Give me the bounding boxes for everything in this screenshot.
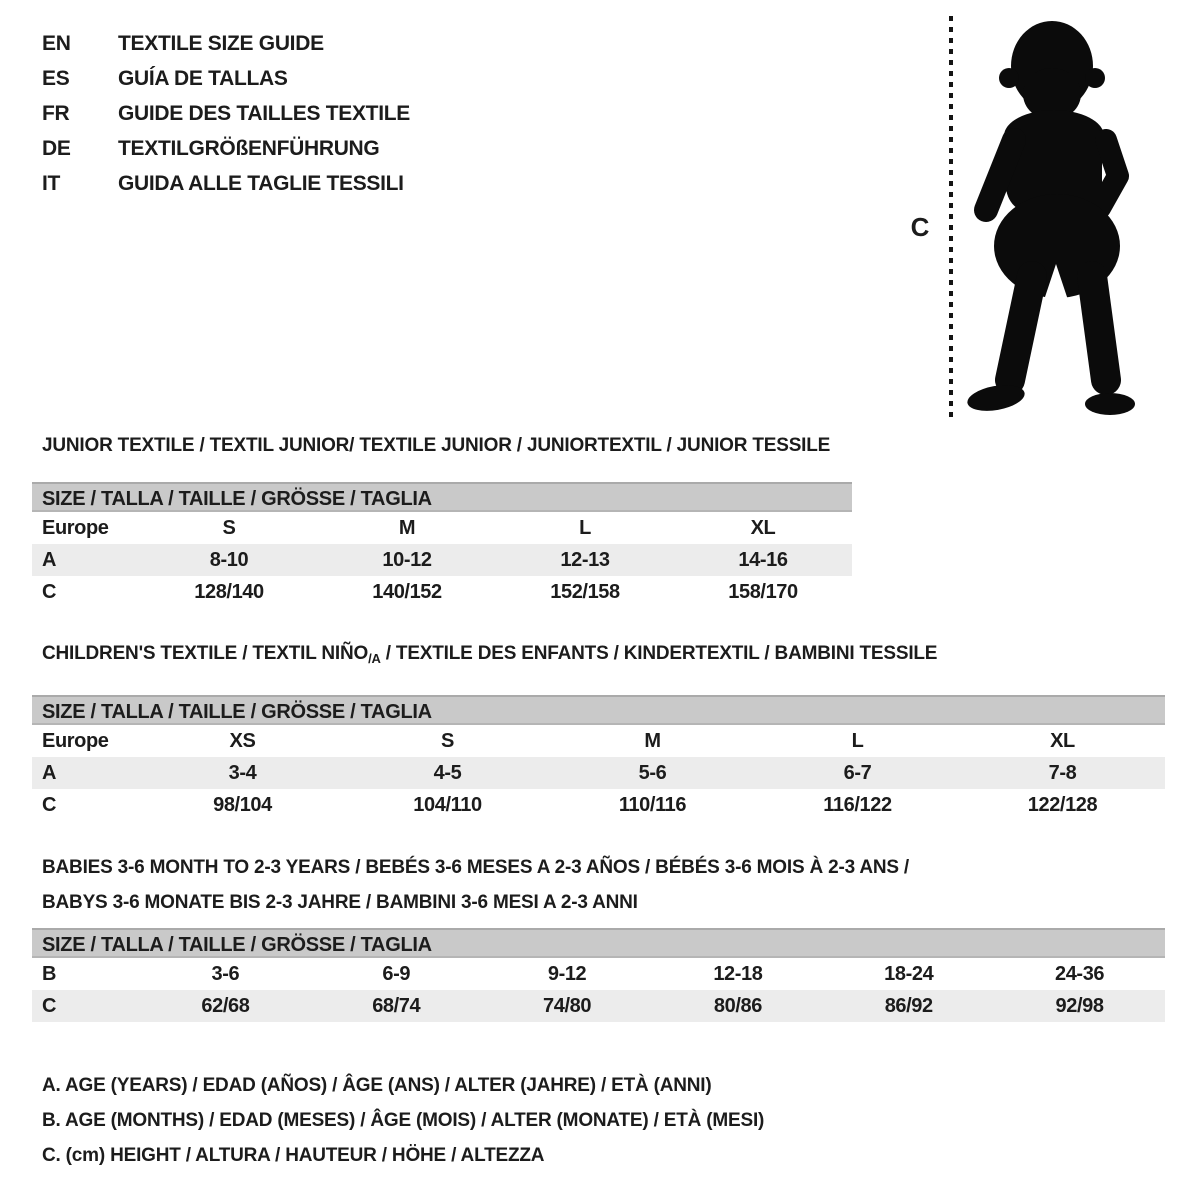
height-cell: 110/116 — [618, 793, 687, 816]
table-row — [32, 544, 852, 576]
row-label: A — [42, 761, 57, 784]
babies-size-table — [32, 928, 1165, 1022]
table-row — [32, 512, 852, 544]
guide-title: GUIDA ALLE TAGLIE TESSILI — [118, 171, 404, 195]
children-textile-section — [32, 642, 1165, 821]
babies-textile-section — [32, 850, 1165, 1022]
age-cell: 6-7 — [843, 761, 872, 784]
language-row — [42, 166, 410, 201]
size-cell: S — [222, 516, 236, 539]
age-cell: 10-12 — [382, 548, 432, 571]
size-cell: M — [398, 516, 416, 539]
age-cell: 12-13 — [560, 548, 610, 571]
height-cell: 122/128 — [1027, 793, 1098, 816]
guide-title: TEXTILE SIZE GUIDE — [118, 31, 324, 55]
height-measure-label: C — [910, 212, 930, 242]
months-cell: 6-9 — [382, 962, 411, 985]
months-cell: 18-24 — [884, 962, 934, 985]
legend-line-c: C. (cm) HEIGHT / ALTURA / HAUTEUR / HÖHE / ALTEZZA — [42, 1145, 545, 1166]
language-row — [42, 96, 410, 131]
children-size-table — [32, 695, 1165, 821]
guide-title: GUIDE DES TAILLES TEXTILE — [118, 101, 410, 125]
language-row — [42, 131, 410, 166]
size-cell: XS — [229, 729, 256, 752]
row-label: A — [42, 548, 57, 571]
row-label: C — [42, 793, 57, 816]
row-label: Europe — [42, 729, 109, 752]
toddler-silhouette-icon — [960, 14, 1146, 420]
size-cell: XL — [750, 516, 776, 539]
language-code: ES — [42, 66, 70, 90]
language-row — [42, 26, 410, 61]
table-row — [32, 789, 1165, 821]
legend-line-a: A. AGE (YEARS) / EDAD (AÑOS) / ÂGE (ANS) / ALTER (JAHRE) / ETÀ (ANNI) — [42, 1075, 712, 1096]
height-cell: 116/122 — [823, 793, 892, 816]
age-cell: 3-4 — [228, 761, 257, 784]
language-code: IT — [42, 171, 61, 195]
measurement-legend — [42, 1068, 764, 1173]
height-cell: 74/80 — [543, 994, 592, 1017]
guide-title: TEXTILGRÖßENFÜHRUNG — [118, 136, 380, 160]
row-label: Europe — [42, 516, 109, 539]
guide-title: GUÍA DE TALLAS — [118, 66, 288, 90]
children-section-title — [42, 642, 1165, 671]
size-header-band: SIZE / TALLA / TAILLE / GRÖSSE / TAGLIA — [32, 928, 1165, 958]
table-row — [32, 757, 1165, 789]
height-measure-dashed-line — [949, 16, 953, 418]
months-cell: 9-12 — [547, 962, 587, 985]
months-cell: 12-18 — [713, 962, 763, 985]
height-cell: 86/92 — [884, 994, 933, 1017]
months-cell: 3-6 — [211, 962, 240, 985]
age-cell: 4-5 — [433, 761, 462, 784]
months-cell: 24-36 — [1054, 962, 1105, 985]
size-header-band: SIZE / TALLA / TAILLE / GRÖSSE / TAGLIA — [32, 695, 1165, 725]
size-cell: L — [851, 729, 864, 752]
height-cell: 152/158 — [550, 580, 620, 603]
age-cell: 7-8 — [1048, 761, 1077, 784]
height-cell: 158/170 — [728, 580, 798, 603]
size-header-band: SIZE / TALLA / TAILLE / GRÖSSE / TAGLIA — [32, 482, 852, 512]
height-cell: 128/140 — [194, 580, 264, 603]
height-cell: 92/98 — [1055, 994, 1104, 1017]
legend-line-b: B. AGE (MONTHS) / EDAD (MESES) / ÂGE (MOIS) / ALTER (MONATE) / ETÀ (MESI) — [42, 1110, 765, 1131]
size-cell: L — [579, 516, 591, 539]
language-row — [42, 61, 410, 96]
table-row — [32, 990, 1165, 1022]
babies-section-title-line1: BABIES 3-6 MONTH TO 2-3 YEARS / BEBÉS 3-6 MESES A 2-3 AÑOS / BÉBÉS 3-6 MOIS À 2-3 ANS / — [42, 857, 910, 878]
table-row — [32, 725, 1165, 757]
title-subscript: /A — [368, 651, 381, 666]
junior-section-title: JUNIOR TEXTILE / TEXTIL JUNIOR/ TEXTILE JUNIOR / JUNIORTEXTIL / JUNIOR TESSILE — [42, 435, 831, 456]
age-cell: 8-10 — [209, 548, 249, 571]
age-cell: 5-6 — [638, 761, 667, 784]
babies-section-title-line2: BABYS 3-6 MONATE BIS 2-3 JAHRE / BAMBINI 3-6 MESI A 2-3 ANNI — [42, 892, 638, 913]
language-code: FR — [42, 101, 70, 125]
height-cell: 68/74 — [372, 994, 421, 1017]
age-cell: 14-16 — [738, 548, 788, 571]
junior-textile-section — [32, 434, 852, 608]
title-text: / TEXTILE DES ENFANTS / KINDERTEXTIL / BAMBINI TESSILE — [380, 643, 938, 664]
junior-size-table — [32, 482, 852, 608]
title-text: CHILDREN'S TEXTILE / TEXTIL NIÑO — [42, 643, 369, 664]
row-label: C — [42, 580, 57, 603]
height-cell: 104/110 — [413, 793, 482, 816]
height-cell: 140/152 — [372, 580, 442, 603]
size-cell: S — [441, 729, 454, 752]
size-cell: M — [644, 729, 661, 752]
size-cell: XL — [1050, 729, 1075, 752]
height-cell: 80/86 — [713, 994, 762, 1017]
height-cell: 62/68 — [201, 994, 250, 1017]
height-cell: 98/104 — [213, 793, 272, 816]
language-code: DE — [42, 136, 71, 160]
table-row — [32, 958, 1165, 990]
row-label: B — [42, 962, 57, 985]
table-row — [32, 576, 852, 608]
row-label: C — [42, 994, 57, 1017]
language-title-list — [42, 26, 410, 201]
language-code: EN — [42, 31, 71, 55]
